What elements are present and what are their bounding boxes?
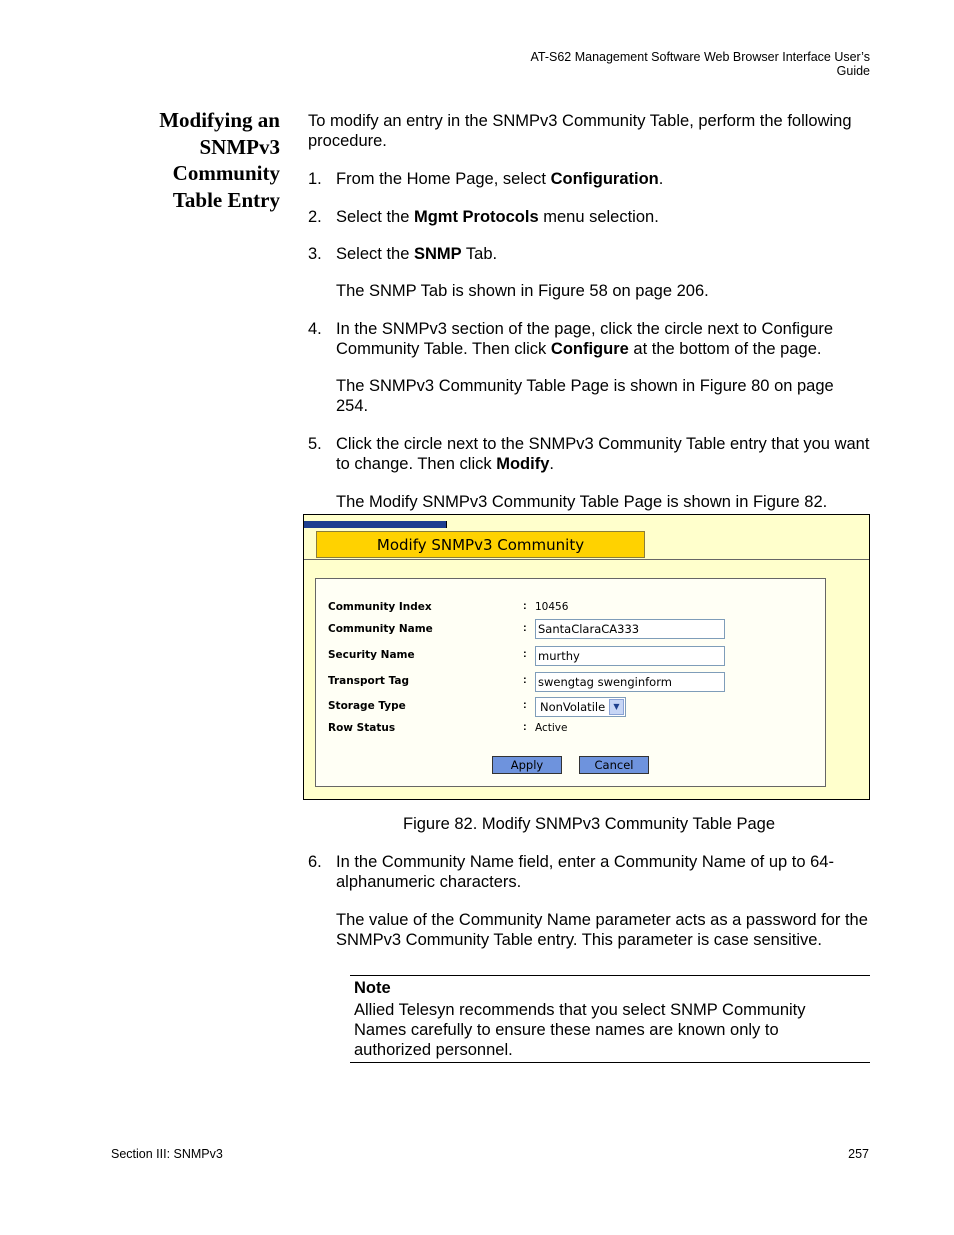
chevron-down-icon[interactable]: ▼ <box>609 699 624 715</box>
colon: : <box>523 674 527 686</box>
colon: : <box>523 600 527 612</box>
transport-tag-label: Transport Tag <box>328 675 409 687</box>
storage-type-value: NonVolatile <box>540 700 606 714</box>
step-number: 2. <box>308 208 322 226</box>
colon: : <box>523 648 527 660</box>
colon: : <box>523 699 527 711</box>
note-body: Allied Telesyn recommends that you select SNMP Community Names carefully to ensure these names are known only to authorized personnel. <box>354 1001 806 1059</box>
apply-button[interactable]: Apply <box>492 756 562 774</box>
step-number: 5. <box>308 435 322 453</box>
community-form <box>315 578 826 787</box>
step-6-note: The value of the Community Name parameter acts as a password for the SNMPv3 Community Table entry. This parameter is case sensitive. <box>336 911 868 949</box>
step-text: Select the Mgmt Protocols menu selection. <box>336 208 659 226</box>
page-number: 257 <box>848 1147 869 1161</box>
row-status-value: Active <box>535 722 568 734</box>
cancel-button[interactable]: Cancel <box>579 756 649 774</box>
section-title-line: SNMPv3 <box>199 134 280 159</box>
step-number: 1. <box>308 170 322 188</box>
step-text: In the SNMPv3 section of the page, click the circle next to Configure Community Table. Then click Configure at the bottom of the page. <box>336 320 834 358</box>
storage-type-label: Storage Type <box>328 700 406 712</box>
step-5-note: The Modify SNMPv3 Community Table Page is shown in Figure 82. <box>336 493 828 511</box>
section-title-line: Community <box>172 161 280 185</box>
note-top-rule <box>350 975 870 976</box>
security-name-field[interactable]: murthy <box>535 646 725 666</box>
community-index-label: Community Index <box>328 601 432 613</box>
step-text: Select the SNMP Tab. <box>336 245 498 263</box>
step-text: In the Community Name field, enter a Community Name of up to 64-alphanumeric characters. <box>336 853 834 891</box>
step-3-note: The SNMP Tab is shown in Figure 58 on page 206. <box>336 282 709 300</box>
running-header: AT-S62 Management Software Web Browser Interface User’s Guide <box>530 50 870 78</box>
section-title <box>120 107 280 213</box>
community-name-field[interactable]: SantaClaraCA333 <box>535 619 725 639</box>
step-4-note: The SNMPv3 Community Table Page is shown in Figure 80 on page 254. <box>336 377 834 415</box>
step-text: Click the circle next to the SNMPv3 Community Table entry that you want to change. Then click Modify. <box>336 435 870 473</box>
community-index-value: 10456 <box>535 601 569 613</box>
row-status-label: Row Status <box>328 722 396 734</box>
footer-section: Section III: SNMPv3 <box>111 1147 223 1161</box>
step-number: 4. <box>308 320 322 338</box>
security-name-label: Security Name <box>328 649 415 661</box>
community-name-label: Community Name <box>328 623 433 635</box>
figure-title-bar: Modify SNMPv3 Community <box>316 531 645 558</box>
divider <box>304 559 869 560</box>
figure-screenshot <box>303 514 870 800</box>
colon: : <box>523 721 527 733</box>
transport-tag-field[interactable]: swengtag swenginform <box>535 672 725 692</box>
step-number: 3. <box>308 245 322 263</box>
section-title-line: Modifying an <box>159 108 280 132</box>
step-text: From the Home Page, select Configuration. <box>336 170 664 188</box>
figure-caption: Figure 82. Modify SNMPv3 Community Table Page <box>402 815 776 833</box>
intro-paragraph: To modify an entry in the SNMPv3 Community Table, perform the following procedure. <box>308 112 852 150</box>
tab-strip <box>304 521 447 528</box>
note-bottom-rule <box>350 1062 870 1063</box>
colon: : <box>523 622 527 634</box>
note-heading: Note <box>354 979 391 997</box>
storage-type-select[interactable] <box>535 697 626 717</box>
step-number: 6. <box>308 853 322 871</box>
section-title-line: Table Entry <box>172 187 280 212</box>
